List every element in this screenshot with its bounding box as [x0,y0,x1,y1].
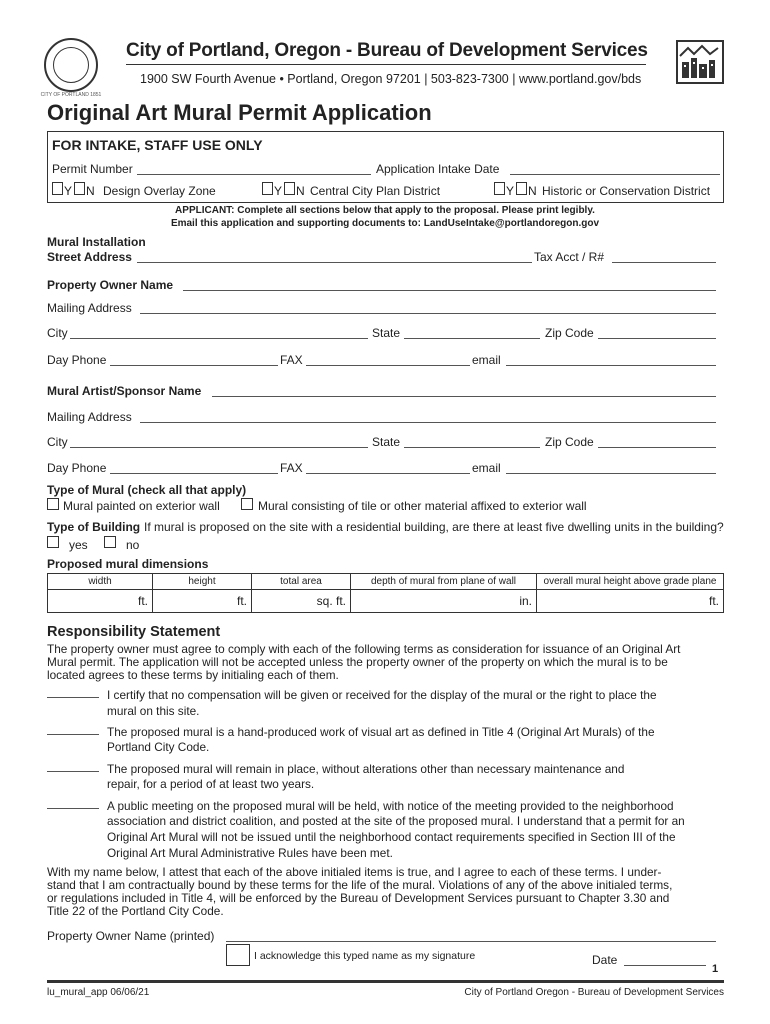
footer-rule [47,980,724,983]
initial-field-1[interactable] [47,697,99,698]
building-yes-checkbox[interactable] [47,536,59,548]
owner-name-field[interactable] [183,290,716,291]
seal-text: CITY OF PORTLAND 1851 [40,92,102,98]
building-yes-label: yes [69,538,88,552]
date-field[interactable] [624,965,706,966]
building-type-question: If mural is proposed on the site with a residential building, are there at least five dwelling units in the building? [144,520,724,534]
total-area-field[interactable] [252,590,351,613]
historic-n-label: N [528,184,537,198]
dimensions-table [47,573,724,613]
owner-state-label: State [372,326,401,340]
artist-zip-field[interactable] [598,447,716,448]
artist-zip-label: Zip Code [545,435,594,449]
artist-fax-label: FAX [280,461,303,475]
term-1-line-1: I certify that no compensation will be given or received for the display of the mural or the right to place the [107,688,657,702]
col-width: width [48,574,153,590]
owner-mailing-field[interactable] [140,313,716,314]
mural-installation-label: Mural Installation [47,235,146,249]
historic-y-checkbox[interactable] [494,182,505,195]
mural-type-heading: Type of Mural (check all that apply) [47,483,247,497]
page-number: 1 [712,963,719,975]
design-overlay-y-label: Y [64,184,73,198]
owner-state-field[interactable] [404,338,540,339]
artist-city-label: City [47,435,68,449]
artist-mailing-label: Mailing Address [47,410,132,424]
owner-fax-label: FAX [280,353,303,367]
tax-acct-label: Tax Acct / R# [534,250,605,264]
width-field[interactable] [48,590,153,613]
header-rule [126,64,646,65]
acknowledge-signature-checkbox[interactable] [226,944,250,966]
height-unit: ft. [236,594,247,608]
painted-wall-checkbox[interactable] [47,498,59,510]
agency-name: City of Portland, Oregon - Bureau of Development Services [126,40,648,61]
form-code: lu_mural_app 06/06/21 [47,987,150,998]
skyline-icon [678,42,722,82]
owner-name-label: Property Owner Name [47,278,174,292]
central-city-n-label: N [296,184,305,198]
email-instructions: Email this application and supporting documents to: LandUseIntake@portlandoregon.gov [170,218,600,229]
permit-number-field[interactable] [137,174,371,175]
responsibility-intro-2: Mural permit. The application will not be accepted unless the property owner of the property on which the mural is to be [47,655,668,669]
term-2-line-1: The proposed mural is a hand-produced work of visual art as defined in Title 4 (Original Art Murals) of the [107,725,655,739]
intake-date-label: Application Intake Date [376,162,500,176]
owner-phone-label: Day Phone [47,353,107,367]
street-address-label: Street Address [47,250,132,264]
historic-n-checkbox[interactable] [516,182,527,195]
initial-field-4[interactable] [47,808,99,809]
central-city-n-checkbox[interactable] [284,182,295,195]
artist-phone-label: Day Phone [47,461,107,475]
col-depth: depth of mural from plane of wall [351,574,537,590]
date-label: Date [592,953,618,967]
central-city-y-checkbox[interactable] [262,182,273,195]
artist-city-field[interactable] [70,447,368,448]
acknowledge-label: I acknowledge this typed name as my signature [254,950,476,962]
owner-city-field[interactable] [70,338,368,339]
attestation-1: With my name below, I attest that each of the above initialed items is true, and I agree to each of these terms. I under- [47,865,662,879]
historic-y-label: Y [506,184,515,198]
term-2-line-2: Portland City Code. [107,740,210,754]
building-no-label: no [126,538,140,552]
central-city-label: Central City Plan District [310,184,441,198]
artist-name-field[interactable] [212,396,716,397]
bds-skyline-logo [676,40,724,84]
term-4-line-3: Original Art Mural will not be issued until the neighborhood contact requirements specified in Section III of the [107,830,676,844]
design-overlay-label: Design Overlay Zone [103,184,216,198]
artist-name-label: Mural Artist/Sponsor Name [47,384,202,398]
depth-unit: in. [519,594,532,608]
design-overlay-n-label: N [86,184,95,198]
owner-fax-field[interactable] [306,365,470,366]
height-field[interactable] [153,590,252,613]
overall-height-field[interactable] [537,590,724,613]
tile-mural-checkbox[interactable] [241,498,253,510]
tile-mural-label: Mural consisting of tile or other material affixed to exterior wall [258,499,587,513]
width-unit: ft. [137,594,148,608]
building-type-heading: Type of Building [47,520,141,534]
term-4-line-1: A public meeting on the proposed mural will be held, with notice of the meeting provided to the neighborhood [107,799,674,813]
col-total-area: total area [252,574,351,590]
responsibility-title: Responsibility Statement [47,624,221,640]
responsibility-intro-1: The property owner must agree to comply with each of the following terms as consideration for issuance of an Original Art [47,642,681,656]
central-city-y-label: Y [274,184,283,198]
owner-zip-field[interactable] [598,338,716,339]
attestation-3: or regulations included in Title 4, will be enforced by the Bureau of Development Services pursuant to Chapter 3.30 and [47,891,670,905]
initial-field-3[interactable] [47,771,99,772]
owner-city-label: City [47,326,68,340]
artist-mailing-field[interactable] [140,422,716,423]
agency-address: 1900 SW Fourth Avenue • Portland, Oregon 97201 | 503-823-7300 | www.portland.gov/bds [140,72,642,86]
owner-email-label: email [472,353,501,367]
term-3-line-1: The proposed mural will remain in place, without alterations other than necessary maintenance and [107,762,625,776]
tax-acct-field[interactable] [612,262,716,263]
attestation-2: stand that I am contractually bound by these terms for the life of the mural. Violations of any of the above initialed terms, [47,878,673,892]
col-height: height [153,574,252,590]
artist-fax-field[interactable] [306,473,470,474]
depth-field[interactable] [351,590,537,613]
owner-zip-label: Zip Code [545,326,594,340]
initial-field-2[interactable] [47,734,99,735]
design-overlay-n-checkbox[interactable] [74,182,85,195]
overall-height-unit: ft. [708,594,719,608]
area-unit: sq. ft. [316,594,346,608]
city-seal-inner [53,47,89,83]
owner-mailing-label: Mailing Address [47,301,132,315]
artist-email-label: email [472,461,501,475]
permit-number-label: Permit Number [52,162,133,176]
owner-email-field[interactable] [506,365,716,366]
responsibility-intro-3: located agrees to these terms by initialing each of them. [47,668,339,682]
artist-state-label: State [372,435,401,449]
owner-printed-label: Property Owner Name (printed) [47,929,215,943]
historic-label: Historic or Conservation District [542,184,711,198]
dimensions-heading: Proposed mural dimensions [47,557,209,571]
applicant-instructions: APPLICANT: Complete all sections below that apply to the proposal. Please print legibly. [175,205,595,216]
intake-date-field[interactable] [510,174,720,175]
term-4-line-2: association and district coalition, and posted at the site of the proposed mural. I understand that a permit for an [107,814,685,828]
intake-heading: FOR INTAKE, STAFF USE ONLY [52,137,263,153]
footer-agency: City of Portland Oregon - Bureau of Development Services [464,987,724,998]
term-3-line-2: repair, for a period of at least two years. [107,777,315,791]
owner-phone-field[interactable] [110,365,278,366]
attestation-4: Title 22 of the Portland City Code. [47,904,224,918]
design-overlay-y-checkbox[interactable] [52,182,63,195]
term-4-line-4: Original Art Mural Administrative Rules have been met. [107,846,393,860]
street-address-field[interactable] [137,262,532,263]
painted-wall-label: Mural painted on exterior wall [63,499,220,513]
artist-state-field[interactable] [404,447,540,448]
owner-printed-field[interactable] [226,941,716,942]
artist-email-field[interactable] [506,473,716,474]
term-1-line-2: mural on this site. [107,704,200,718]
form-title: Original Art Mural Permit Application [47,100,432,125]
building-no-checkbox[interactable] [104,536,116,548]
artist-phone-field[interactable] [110,473,278,474]
col-overall-height: overall mural height above grade plane [537,574,724,590]
